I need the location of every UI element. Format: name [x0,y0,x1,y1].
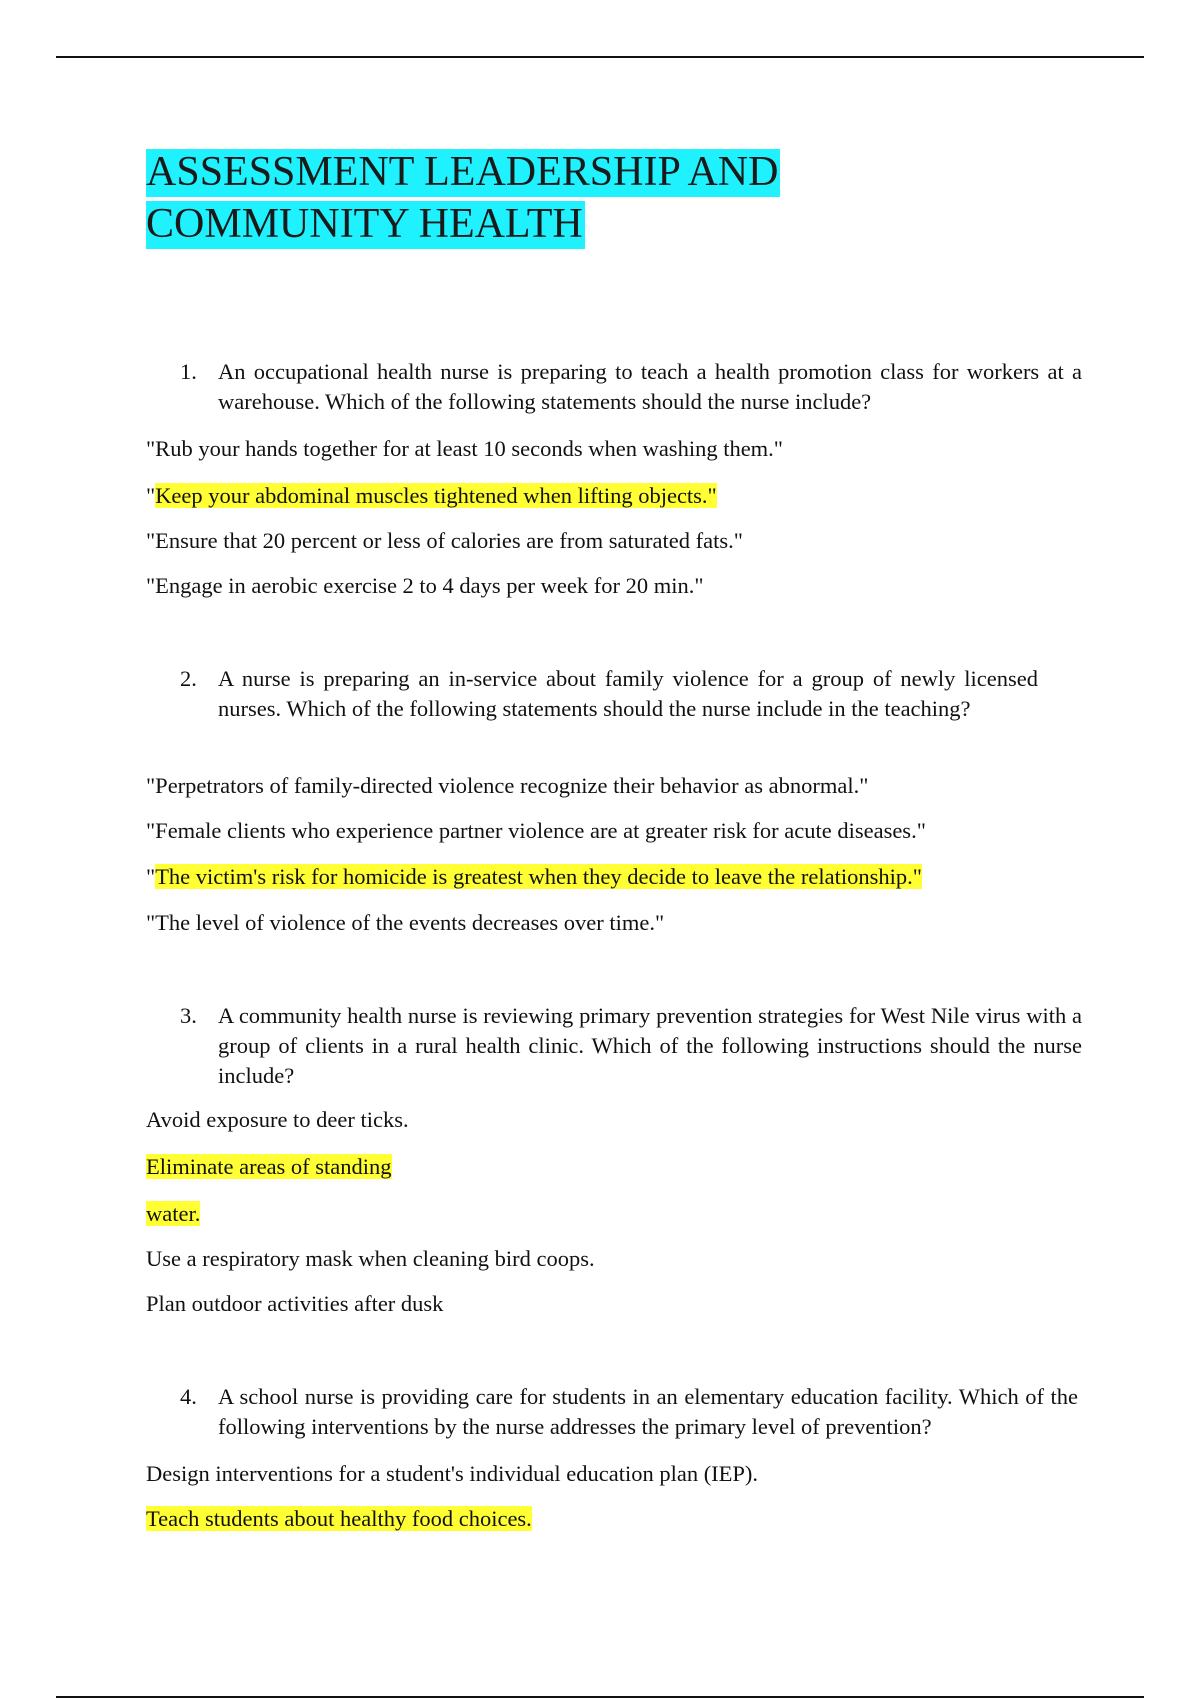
title-line-2: COMMUNITY HEALTH [146,201,583,247]
answer-option: "Rub your hands together for at least 10 seconds when washing them." [146,436,783,461]
highlighted-answer: The victim's risk for homicide is greatest when they decide to leave the relationship." [155,864,922,889]
answer-option-correct [146,1199,200,1229]
highlighted-answer: Keep your abdominal muscles tightened when lifting objects." [155,483,717,508]
answer-option: "Engage in aerobic exercise 2 to 4 days per week for 20 min." [146,573,704,598]
answer-option: Plan outdoor activities after dusk [146,1291,444,1316]
answer-option: "Ensure that 20 percent or less of calories are from saturated fats." [146,528,743,553]
question-3 [180,1001,1082,1091]
top-rule [56,56,1144,58]
title-line-1: ASSESSMENT LEADERSHIP AND [146,149,779,195]
answer-option: "The level of violence of the events decreases over time." [146,910,665,935]
answer-option-correct [146,481,717,511]
answer-option: Design interventions for a student's individual education plan (IEP). [146,1461,759,1486]
answer-option: "Perpetrators of family-directed violence recognize their behavior as abnormal." [146,773,869,798]
answer-option: "Female clients who experience partner violence are at greater risk for acute diseases." [146,818,926,843]
bottom-rule [56,1696,1144,1698]
quote-mark: " [146,483,156,508]
highlighted-answer: Teach students about healthy food choices. [146,1506,532,1531]
highlighted-answer: water. [146,1201,201,1226]
answer-option-correct [146,862,922,892]
question-number: 1. [180,359,197,384]
document-title [146,146,866,250]
quote-mark: " [146,864,156,889]
question-number: 4. [180,1384,197,1409]
question-1 [180,357,1082,417]
question-4 [180,1382,1078,1442]
question-text: A nurse is preparing an in-service about family violence for a group of newly licensed nurses. Which of the following statements should the nurse include in the teaching? [218,666,1038,721]
answer-option: Avoid exposure to deer ticks. [146,1107,409,1132]
question-text: A school nurse is providing care for students in an elementary education facility. Which of the following interventions by the nurse addresses the primary level of prevention? [218,1384,1078,1439]
answer-option: Use a respiratory mask when cleaning bird coops. [146,1246,595,1271]
question-number: 2. [180,666,197,691]
highlighted-answer: Eliminate areas of standing [146,1154,392,1179]
answer-option-correct [146,1152,392,1182]
question-2 [180,664,1038,724]
answer-option-correct [146,1504,532,1534]
question-text: An occupational health nurse is preparing to teach a health promotion class for workers at a warehouse. Which of the following statements should the nurse include? [218,359,1082,414]
question-text: A community health nurse is reviewing primary prevention strategies for West Nile virus with a group of clients in a rural health clinic. Which of the following instructions should the nurse include? [218,1003,1082,1088]
question-number: 3. [180,1003,197,1028]
